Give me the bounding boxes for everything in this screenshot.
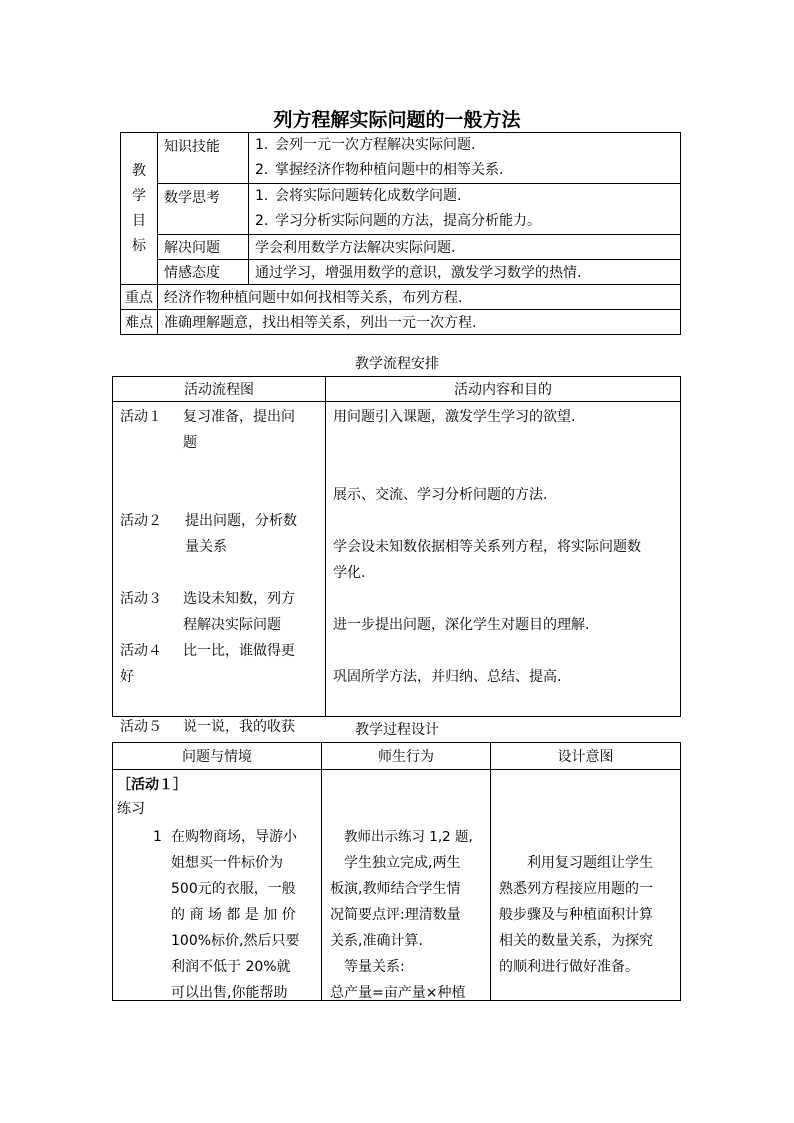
flow-col2-header: 活动内容和目的 <box>326 377 681 402</box>
intent-text: 的顺利进行做好准备。 <box>499 959 639 975</box>
behavior-text: 关系,准确计算. <box>330 933 423 949</box>
key-point-text: 经济作物种植问题中如何找相等关系，布列方程. <box>158 285 681 310</box>
difficulty-text: 准确理解题意，找出相等关系，列出一元一次方程. <box>158 310 681 335</box>
problem-text: 姐想买一件标价为 <box>171 855 283 871</box>
objective-label-attitude: 情感态度 <box>158 260 249 285</box>
activity-title: 比一比，谁做得更 <box>183 643 295 659</box>
objective-problem: 学会利用数学方法解决实际问题. <box>249 235 681 260</box>
flow-contents <box>326 402 680 716</box>
problem-number: 1 <box>153 829 162 845</box>
problem-text: 的 商 场 都 是 加 价 <box>171 907 296 923</box>
activity-content: 学会设未知数依据相等关系列方程，将实际问题数 <box>333 539 641 555</box>
activity-title: 量关系 <box>185 539 227 555</box>
intent-text: 利用复习题组让学生 <box>527 855 653 871</box>
intent-text: 般步骤及与种植面积计算 <box>499 907 653 923</box>
activity-label: 活动２ <box>120 513 162 529</box>
process-header-behavior: 师生行为 <box>322 743 491 770</box>
process-situation <box>113 770 322 1001</box>
behavior-text: 况简要点评:理清数量 <box>330 907 461 923</box>
objective-label-thinking: 数学思考 <box>158 184 249 235</box>
behavior-text: 学生独立完成,两生 <box>344 855 461 871</box>
activity-label: 活动４ <box>120 643 162 659</box>
activity-title: 选设未知数，列方 <box>183 591 295 607</box>
activity-content: 学化. <box>333 565 366 581</box>
process-header-intent: 设计意图 <box>491 743 681 770</box>
problem-text: 500元的衣服，一般 <box>171 881 296 897</box>
objective-attitude: 通过学习，增强用数学的意识，激发学习数学的热情. <box>249 260 681 285</box>
intent-text: 熟悉列方程接应用题的一 <box>499 881 653 897</box>
process-table <box>112 742 681 1001</box>
activity-content: 巩固所学方法，并归纳、总结、提高. <box>333 669 562 685</box>
flow-col1-header: 活动流程图 <box>113 377 326 402</box>
behavior-text: 总产量=亩产量×种植 <box>330 985 466 1001</box>
key-point-label: 重点 <box>121 285 158 310</box>
activity-title: 题 <box>183 435 197 451</box>
practice-label: 练习 <box>117 801 145 817</box>
objective-thinking: 1. 会将实际问题转化成数学问题. 2. 学习分析实际问题的方法，提高分析能力。 <box>249 184 681 235</box>
difficulty-label: 难点 <box>121 310 158 335</box>
activity-title: 提出问题，分析数 <box>185 513 297 529</box>
problem-text: 可以出售,你能帮助 <box>171 985 288 1001</box>
activity-label: 活动３ <box>120 591 162 607</box>
flow-caption: 教学流程安排 <box>355 356 439 372</box>
activity-content: 展示、交流、学习分析问题的方法. <box>333 487 548 503</box>
activity-title: 复习准备，提出问 <box>183 409 295 425</box>
activity-title: 说一说，我的收获 <box>183 719 295 735</box>
objective-label-problem: 解决问题 <box>158 235 249 260</box>
process-caption: 教学过程设计 <box>355 722 439 738</box>
activity-tag: ［活动１］ <box>117 777 187 793</box>
objective-label-knowledge: 知识技能 <box>158 133 249 184</box>
intent-text: 相关的数量关系，为探究 <box>499 933 653 949</box>
process-intent <box>491 770 681 1001</box>
page-title: 列方程解实际问题的一般方法 <box>273 109 521 131</box>
process-header-situation: 问题与情境 <box>113 743 322 770</box>
problem-text: 在购物商场，导游小 <box>171 829 297 845</box>
objectives-category: 教 学 目 标 <box>121 133 158 285</box>
flow-activities <box>113 402 313 735</box>
behavior-text: 等量关系: <box>344 959 405 975</box>
behavior-text: 板演,教师结合学生情 <box>330 881 461 897</box>
process-behavior <box>322 770 491 1001</box>
behavior-text: 教师出示练习 1,2 题, <box>344 829 473 845</box>
activity-label: 活动５ <box>120 719 162 735</box>
problem-text: 利润不低于 20%就 <box>171 959 291 975</box>
objectives-table <box>120 132 681 335</box>
activity-content: 用问题引入课题，激发学生学习的欲望. <box>333 409 576 425</box>
activity-title: 程解决实际问题 <box>183 617 281 633</box>
problem-text: 100%标价,然后只要 <box>171 933 300 949</box>
activity-content: 进一步提出问题，深化学生对题目的理解. <box>333 617 590 633</box>
activity-title: 好 <box>120 669 134 685</box>
objective-knowledge: 1. 会列一元一次方程解决实际问题. 2. 掌握经济作物种植问题中的相等关系. <box>249 133 681 184</box>
activity-label: 活动１ <box>120 409 162 425</box>
